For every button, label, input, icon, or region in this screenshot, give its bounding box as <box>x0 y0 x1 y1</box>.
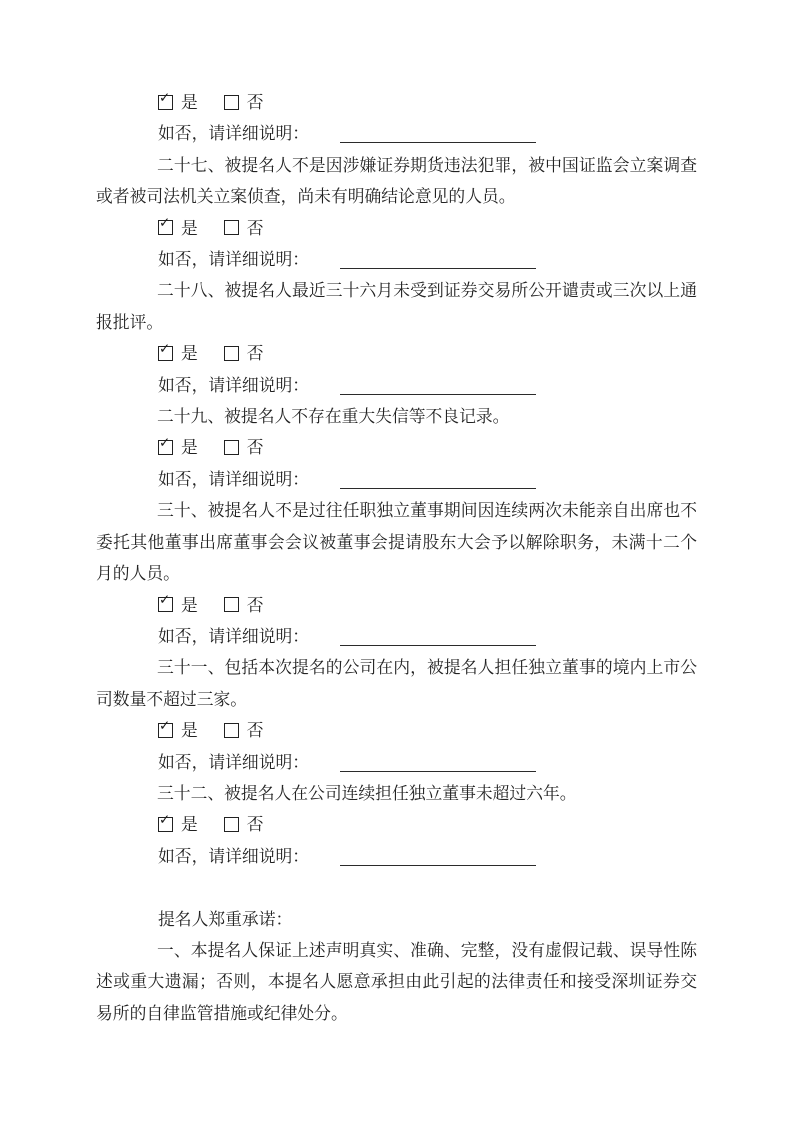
answer-options-row <box>158 809 697 840</box>
check-icon: ✓ <box>159 592 171 608</box>
explanation-blank-field[interactable] <box>340 627 536 646</box>
if-no-prompt: 如否，请详细说明： <box>158 124 310 144</box>
explanation-blank-field[interactable] <box>340 470 536 489</box>
statement-item-32: 三十二、被提名人在公司连续担任独立董事未超过六年。 <box>157 783 577 803</box>
checkbox-yes-checked[interactable] <box>158 434 173 455</box>
checkbox-yes-checked[interactable] <box>158 811 173 832</box>
check-icon: ✓ <box>159 434 171 451</box>
yes-label: 是 <box>181 595 198 615</box>
statement-item-31: 三十一、包括本次提名的公司在内，被提名人担任独立董事的境内上市公司数量不超过三家。 <box>96 658 697 709</box>
checkbox-yes-checked[interactable] <box>158 215 173 235</box>
if-no-prompt: 如否，请详细说明： <box>158 250 310 270</box>
answer-options-row <box>158 87 697 118</box>
if-no-prompt: 如否，请详细说明： <box>158 626 310 646</box>
explanation-row <box>158 244 697 275</box>
yes-label: 是 <box>181 344 198 364</box>
statement-item-28: 二十八、被提名人最近三十六月未受到证券交易所公开谴责或三次以上通报批评。 <box>96 281 697 332</box>
if-no-prompt: 如否，请详细说明： <box>158 846 310 866</box>
explanation-row <box>158 118 697 149</box>
if-no-prompt: 如否，请详细说明： <box>158 752 310 772</box>
no-label: 否 <box>246 721 264 741</box>
checkbox-no-unchecked[interactable] <box>224 95 239 110</box>
checkbox-yes-checked[interactable] <box>158 89 173 110</box>
checkbox-yes-checked[interactable] <box>158 340 173 361</box>
commitment-paragraph: 一、本提名人保证上述声明真实、准确、完整，没有虚假记载、误导性陈述或重大遗漏；否则，本提名人愿意承担由此引起的法律责任和接受深圳证券交易所的自律监管措施或纪律处分。 <box>96 940 697 1023</box>
explanation-row <box>158 370 697 401</box>
checkbox-no-unchecked[interactable] <box>224 597 239 612</box>
checkbox-no-unchecked[interactable] <box>224 346 239 361</box>
explanation-row <box>158 747 697 778</box>
checkbox-no-unchecked[interactable] <box>224 220 239 235</box>
explanation-blank-field[interactable] <box>340 376 536 395</box>
check-icon: ✓ <box>159 811 171 828</box>
checkbox-yes-checked[interactable] <box>158 717 173 738</box>
check-icon: ✓ <box>159 340 171 357</box>
yes-label: 是 <box>181 93 198 112</box>
yes-label: 是 <box>181 721 198 741</box>
checkbox-no-unchecked[interactable] <box>224 440 239 455</box>
explanation-blank-field[interactable] <box>340 125 536 144</box>
explanation-blank-field[interactable] <box>340 250 536 269</box>
no-label: 否 <box>246 815 264 835</box>
check-icon: ✓ <box>159 89 171 106</box>
check-icon: ✓ <box>159 717 171 734</box>
statement-item-27: 二十七、被提名人不是因涉嫌证券期货违法犯罪，被中国证监会立案调查或者被司法机关立案侦查，尚未有明确结论意见的人员。 <box>96 155 697 207</box>
answer-options-row <box>158 715 697 746</box>
explanation-blank-field[interactable] <box>340 753 536 772</box>
explanation-row <box>158 841 697 872</box>
check-icon: ✓ <box>159 215 171 232</box>
no-label: 否 <box>246 218 264 238</box>
checkbox-no-unchecked[interactable] <box>224 817 239 832</box>
statement-item-29: 二十九、被提名人不存在重大失信等不良记录。 <box>157 407 510 427</box>
if-no-prompt: 如否，请详细说明： <box>158 375 310 395</box>
explanation-row <box>158 464 697 495</box>
if-no-prompt: 如否，请详细说明： <box>158 469 310 489</box>
explanation-row <box>158 621 697 652</box>
answer-options-row <box>158 213 697 244</box>
commitment-heading: 提名人郑重承诺： <box>158 909 293 929</box>
no-label: 否 <box>246 93 264 112</box>
answer-options-row <box>158 590 697 621</box>
yes-label: 是 <box>181 815 198 835</box>
explanation-blank-field[interactable] <box>340 847 536 866</box>
yes-label: 是 <box>181 438 198 458</box>
checkbox-no-unchecked[interactable] <box>224 723 239 738</box>
answer-options-row <box>158 338 697 369</box>
no-label: 否 <box>246 438 264 458</box>
answer-options-row <box>158 432 697 463</box>
yes-label: 是 <box>181 218 198 238</box>
checkbox-yes-checked[interactable] <box>158 592 173 612</box>
statement-item-30: 三十、被提名人不是过往任职独立董事期间因连续两次未能亲自出席也不委托其他董事出席董事会会议被董事会提请股东大会予以解除职务，未满十二个月的人员。 <box>96 501 697 584</box>
no-label: 否 <box>246 595 264 615</box>
no-label: 否 <box>246 344 264 364</box>
